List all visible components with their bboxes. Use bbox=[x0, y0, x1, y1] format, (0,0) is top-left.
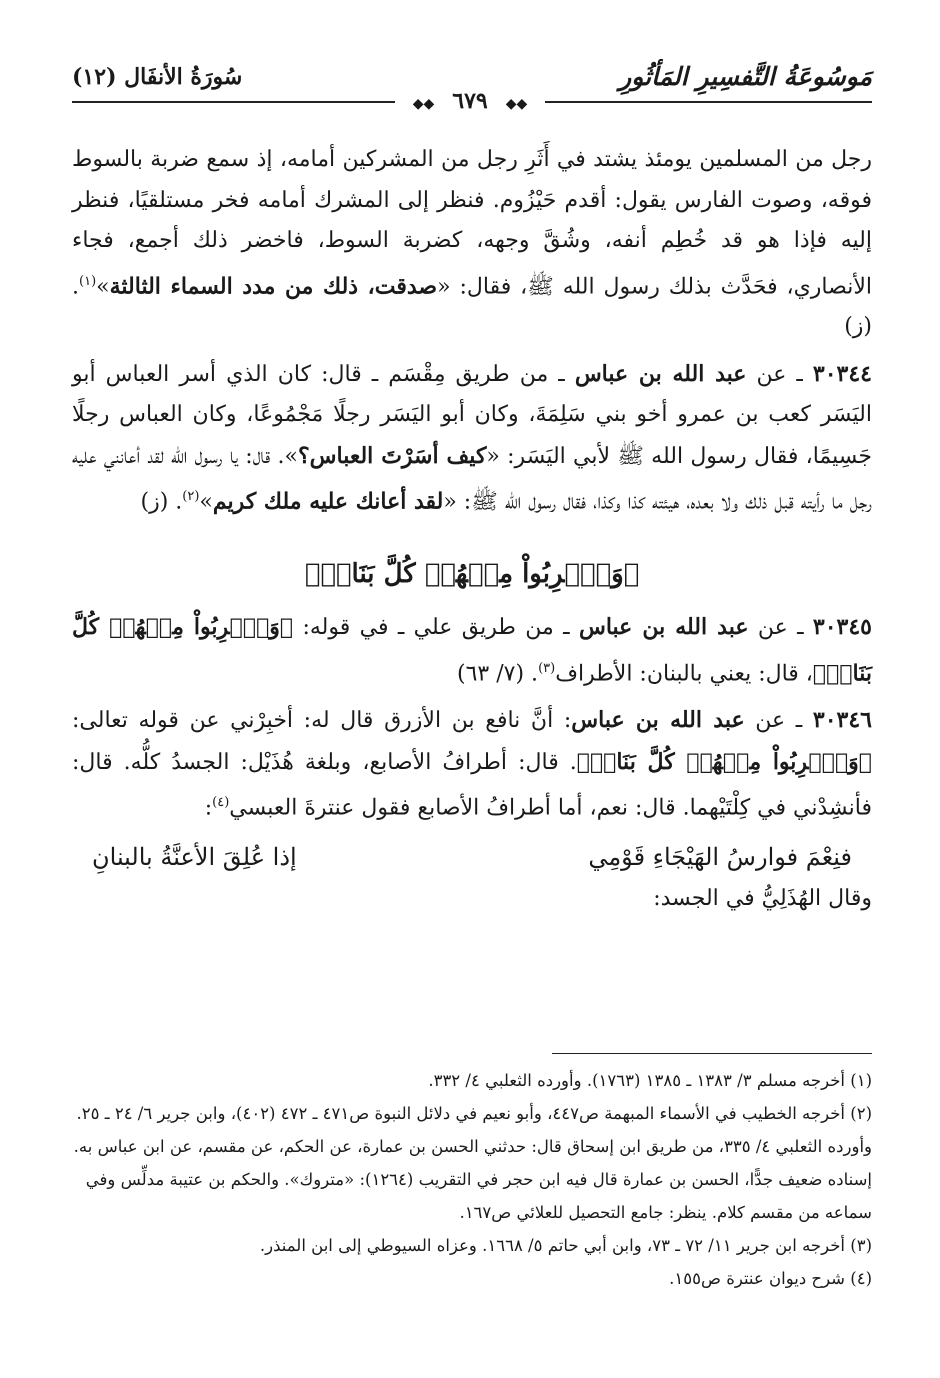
text-span: . (ز) bbox=[140, 489, 183, 515]
text-span: رجل من المسلمين يومئذ يشتد في أَثَرِ رجل من المشركين أمامه، إذ سمع ضربة بالسوط فوقه، وصوت الفارس يقول: أقدم حَيْزُوم. فنظر إلى المشرك أمامه فخر مستلقيًا، فنظر إليه فإذا هو قد خُطِم أنفه، وشُقَّ وجهه، كضربة السوط، فاخضر ذلك أجمع، فجاء الأنصاري، فحَدَّث بذلك رسول الله ﷺ، فقال: « bbox=[72, 147, 872, 299]
text-span: » bbox=[199, 489, 213, 515]
narrator-name: عبد الله بن عباس bbox=[578, 614, 749, 641]
text-span: ـ عن bbox=[748, 615, 813, 641]
poetry-verse bbox=[92, 835, 852, 879]
footnote: (٢) أخرجه الخطيب في الأسماء المبهمة ص٤٤٧، وأبو نعيم في دلائل النبوة ص٤٧١ ـ ٤٧٢ (٤٠٢)، وابن جرير ٦/ ٢٤ ـ ٢٥. وأورده الثعلبي ٤/ ٣٣٥، من طريق ابن إسحاق قال: حدثني الحسن بن عمارة، عن الحكم، عن مقسم، عن ابن عباس به. bbox=[73, 1104, 872, 1156]
footnote-ref[interactable]: (٣) bbox=[538, 660, 556, 676]
ornament-icon: ◆◆ bbox=[409, 96, 439, 112]
narrator-name: عبد الله بن عباس bbox=[571, 707, 745, 734]
prophetic-quote: كيف أسَرْتَ العباس؟ bbox=[297, 442, 487, 469]
quran-quote: ﴿وَٱضۡرِبُواْ مِنۡهُمۡ كُلَّ بَنَانٖ﴾ bbox=[72, 614, 872, 686]
footnote-ref[interactable]: (٢) bbox=[182, 489, 200, 505]
paragraph bbox=[72, 140, 872, 348]
entry-number: ٣٠٣٤٤ bbox=[812, 360, 872, 387]
prophetic-quote: صدقت، ذلك من مدد السماء الثالثة bbox=[109, 272, 438, 299]
footnote: (٣) أخرجه ابن جرير ١١/ ٧٢ ـ ٧٣، وابن أبي حاتم ٥/ ١٦٦٨. وعزاه السيوطي إلى ابن المنذر. bbox=[259, 1236, 872, 1255]
footnote-ref[interactable]: (٤) bbox=[212, 795, 230, 811]
entry-number: ٣٠٣٤٥ bbox=[812, 614, 872, 641]
entry-number: ٣٠٣٤٦ bbox=[812, 707, 872, 734]
page-number-block bbox=[0, 88, 940, 114]
verse-second-half: إذا عُلِقَ الأعنَّةُ بالبنانِ bbox=[92, 843, 297, 872]
quran-quote: ﴿وَٱضۡرِبُواْ مِنۡهُمۡ كُلَّ بَنَانٖ﴾ bbox=[576, 748, 872, 775]
surah-title: سُورَةُ الأنفَال (١٢) bbox=[72, 64, 243, 90]
text-span: ـ عن bbox=[746, 361, 813, 387]
paragraph bbox=[72, 354, 872, 523]
page-number: ٦٧٩ bbox=[438, 88, 501, 114]
paragraph bbox=[72, 700, 872, 829]
ornament-icon: ◆◆ bbox=[502, 96, 532, 112]
text-span: ـ من طريق مِقْسَم ـ قال: كان الذي أسر العباس أبو اليَسَر كعب بن عمرو أخو بني سَلِمَةَ، وكان أبو اليَسَر رجلًا مَجْمُوعًا، وكان العباس رجلًا جَسِيمًا، فقال رسول الله ﷺ لأبي اليَسَر: « bbox=[72, 361, 872, 469]
text-span: . (٧/ ٦٣) bbox=[457, 660, 539, 686]
text-span: » bbox=[96, 273, 110, 299]
paragraph bbox=[72, 607, 872, 694]
text-span: . قال: أطرافُ الأصابع، وبلغة هُذَيْل: الجسدُ كلُّه. قال: فأنشِدْني في كِلْتَيْهما. قال: نعم، أما أطرافُ الأصابع فقول عنترةَ العبسي bbox=[72, 749, 872, 821]
verse-first-half: فنِعْمَ فوارسُ الهَيْجَاءِ قَوْمِي bbox=[588, 843, 852, 872]
verse-section-title: ﴿وَٱضۡرِبُواْ مِنۡهُمۡ كُلَّ بَنَانٖ﴾ bbox=[304, 559, 640, 590]
text-span: ـ عن bbox=[744, 708, 813, 734]
footnote: (٤) شرح ديوان عنترة ص١٥٥. bbox=[669, 1269, 872, 1288]
text-span: ـ من طريق علي ـ في قوله: bbox=[293, 615, 579, 641]
prophetic-quote: لقد أعانك عليه ملك كريم bbox=[212, 488, 444, 515]
main-text bbox=[72, 140, 872, 920]
narrator-name: عبد الله بن عباس bbox=[574, 360, 747, 387]
text-span: ، قال: يعني بالبنان: الأطراف bbox=[555, 660, 813, 686]
paragraph: وقال الهُذَلِيُّ في الجسد: bbox=[653, 886, 872, 912]
text-span: . (ز) bbox=[72, 273, 872, 340]
text-span: ». قال: يا رسول الله لقد أعانني عليه رجل ما رأيته قبل ذلك ولا بعده، هيئته كذا وكذا، فقال رسول الله ﷺ: « bbox=[72, 443, 872, 515]
footnotes bbox=[72, 1064, 872, 1295]
footnote-ref[interactable]: (١) bbox=[79, 273, 97, 289]
book-title: مَوسُوعَةُ التَّفسِيرِ المَأثُورِ bbox=[619, 62, 872, 91]
text-span: : bbox=[204, 795, 213, 821]
footnotes-rule bbox=[552, 1053, 872, 1054]
footnote: إسناده ضعيف جدًّا، الحسن بن عمارة قال فيه ابن حجر في التقريب (١٢٦٤): «متروك». والحكم بن عتيبة مدلِّس وفي سماعه من مقسم كلام. ينظر: جامع التحصيل للعلائي ص١٦٧. bbox=[85, 1170, 872, 1222]
text-span: : أنَّ نافع بن الأزرق قال له: أخبِرْني عن قوله تعالى: bbox=[72, 708, 572, 734]
footnote: (١) أخرجه مسلم ٣/ ١٣٨٣ ـ ١٣٨٥ (١٧٦٣). وأورده الثعلبي ٤/ ٣٣٢. bbox=[428, 1071, 872, 1090]
